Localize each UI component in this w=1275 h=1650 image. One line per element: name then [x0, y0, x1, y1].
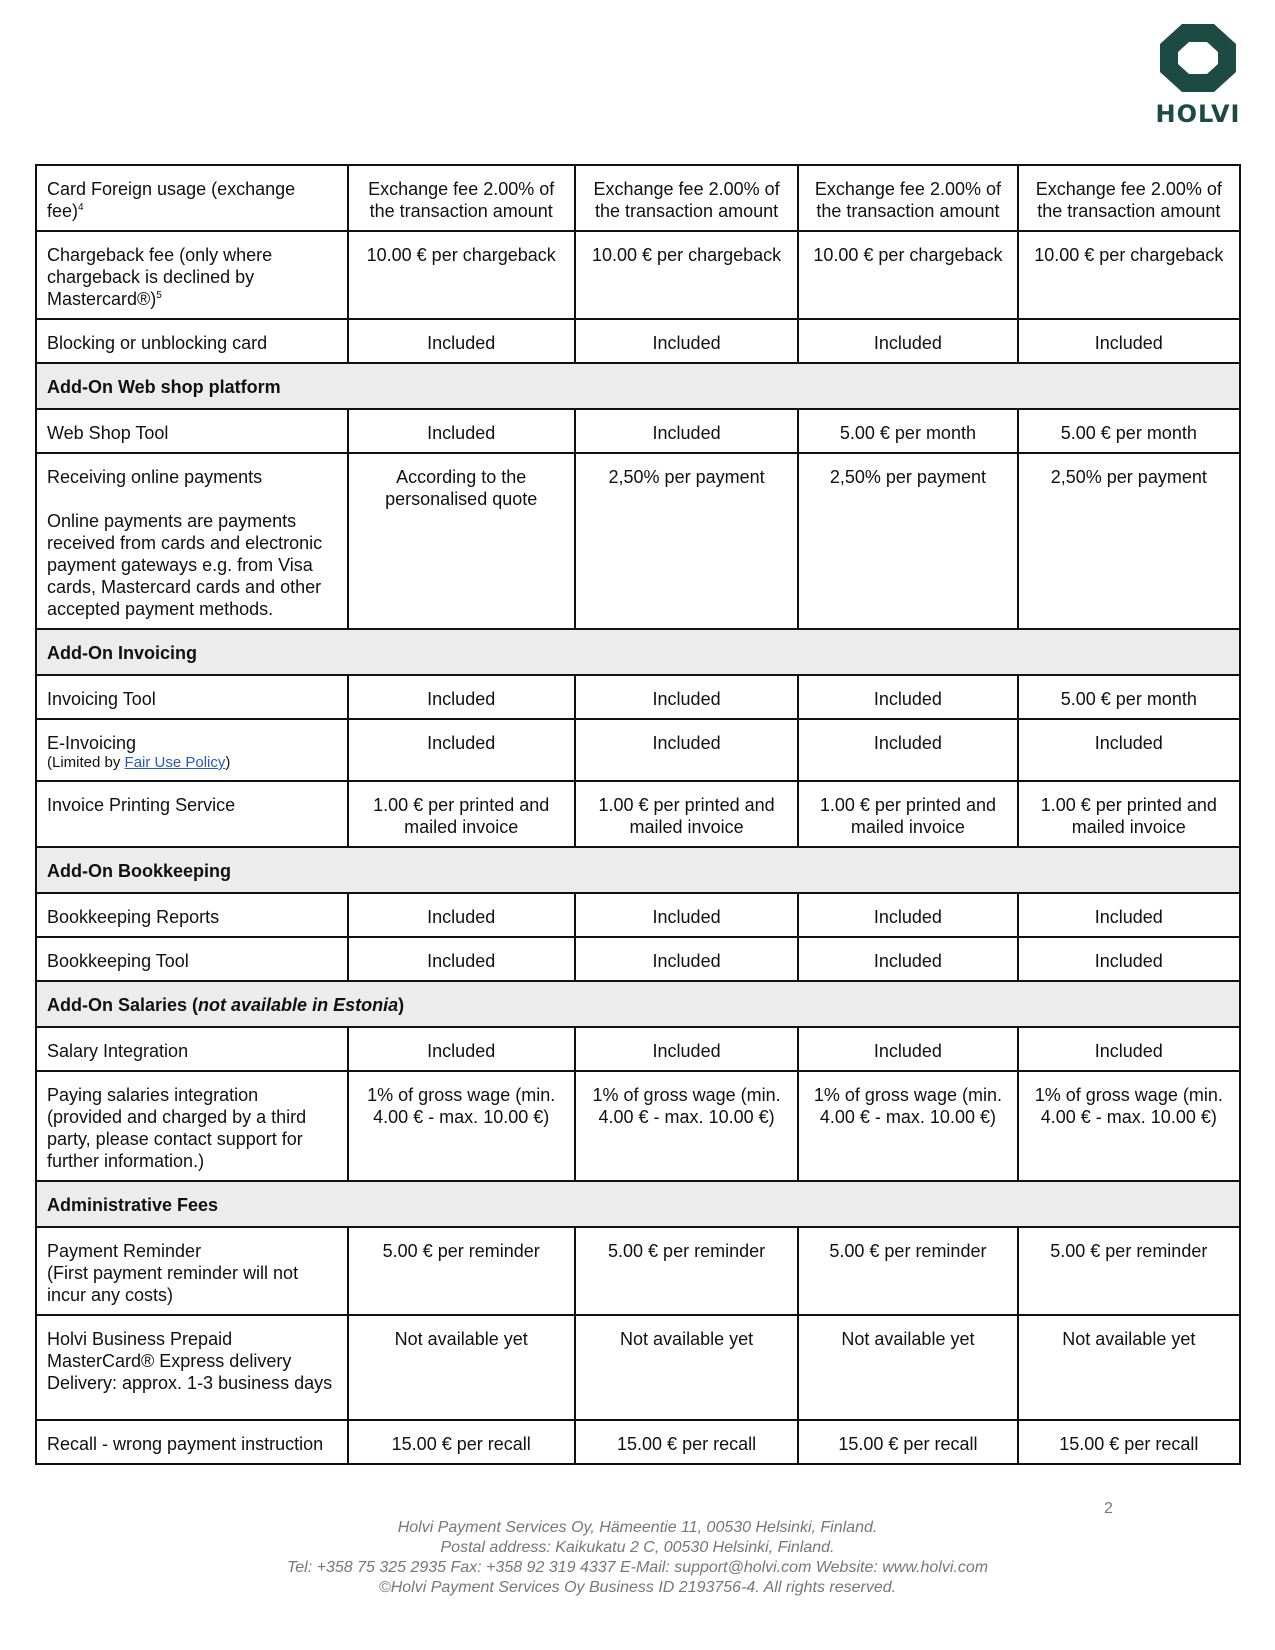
fee-cell: 1% of gross wage (min. 4.00 € - max. 10.00 €) — [348, 1071, 575, 1181]
table-row — [36, 937, 1240, 981]
logo-wordmark: HOLVI — [1155, 100, 1241, 128]
fee-cell: 5.00 € per month — [1018, 675, 1240, 719]
fee-cell: 1.00 € per printed and mailed invoice — [1018, 781, 1240, 847]
fee-cell: 10.00 € per chargeback — [1018, 231, 1240, 319]
footer-postal-address: Postal address: Kaikukatu 2 C, 00530 Helsinki, Finland. — [440, 1539, 835, 1556]
row-description: Online payments are payments received from cards and electronic payment gateways e.g. from Visa cards, Mastercard cards and other accepted payment methods. — [47, 511, 323, 619]
row-label: Recall - wrong payment instruction — [36, 1420, 348, 1464]
fee-cell: 15.00 € per recall — [1018, 1420, 1240, 1464]
fee-cell: Included — [798, 1027, 1017, 1071]
fee-cell: 2,50% per payment — [575, 453, 798, 629]
row-label: Card Foreign usage (exchange fee)$^4$ — [36, 165, 348, 231]
table-row — [36, 675, 1240, 719]
row-label: Paying salaries integration (provided and charged by a third party, please contact support for further information.) — [36, 1071, 348, 1181]
fee-cell: Included — [575, 409, 798, 453]
fee-cell: 15.00 € per recall — [798, 1420, 1017, 1464]
fee-cell: 5.00 € per reminder — [798, 1227, 1017, 1315]
fee-cell: Included — [798, 937, 1017, 981]
fee-cell: 1.00 € per printed and mailed invoice — [348, 781, 575, 847]
fee-cell: 15.00 € per recall — [575, 1420, 798, 1464]
fee-cell: 1.00 € per printed and mailed invoice — [798, 781, 1017, 847]
fee-cell: 5.00 € per month — [1018, 409, 1240, 453]
fee-cell: Included — [798, 719, 1017, 781]
section-header — [36, 1181, 1240, 1227]
fee-cell: 2,50% per payment — [798, 453, 1017, 629]
fee-cell: Included — [575, 675, 798, 719]
fee-cell: Exchange fee 2.00% of the transaction amount — [348, 165, 575, 231]
fee-cell: Included — [348, 1027, 575, 1071]
table-row — [36, 719, 1240, 781]
footer — [0, 1518, 1275, 1598]
row-label: Bookkeeping Reports — [36, 893, 348, 937]
fee-cell: 10.00 € per chargeback — [348, 231, 575, 319]
section-title: Add-On Salaries (not available in Estonia) — [36, 981, 1240, 1027]
section-header — [36, 629, 1240, 675]
fee-cell: Included — [575, 319, 798, 363]
row-label: Web Shop Tool — [36, 409, 348, 453]
row-label: Invoicing Tool — [36, 675, 348, 719]
fee-cell: Not available yet — [575, 1315, 798, 1420]
fee-cell: 1.00 € per printed and mailed invoice — [575, 781, 798, 847]
row-label: Blocking or unblocking card — [36, 319, 348, 363]
fee-cell: Included — [1018, 319, 1240, 363]
holvi-logo — [1140, 22, 1256, 132]
fee-cell: Included — [1018, 893, 1240, 937]
section-header — [36, 363, 1240, 409]
row-label: Receiving online payments Online payments are payments received from cards and electronic payment gateways e.g. from Visa cards, Mastercard cards and other accepted payment methods. — [36, 453, 348, 629]
table-row — [36, 409, 1240, 453]
fee-cell: 15.00 € per recall — [348, 1420, 575, 1464]
section-title: Administrative Fees — [36, 1181, 1240, 1227]
fee-cell: Included — [575, 1027, 798, 1071]
fee-cell: Included — [575, 893, 798, 937]
fee-cell: Not available yet — [1018, 1315, 1240, 1420]
footer-address: Holvi Payment Services Oy, Hämeentie 11, 00530 Helsinki, Finland. — [397, 1519, 878, 1536]
fee-cell: 1% of gross wage (min. 4.00 € - max. 10.00 €) — [1018, 1071, 1240, 1181]
table-row — [36, 781, 1240, 847]
fee-cell: Included — [575, 719, 798, 781]
section-title: Add-On Web shop platform — [36, 363, 1240, 409]
table-row — [36, 1315, 1240, 1420]
fee-cell: 5.00 € per month — [798, 409, 1017, 453]
fee-cell: Included — [348, 319, 575, 363]
fee-cell: According to the personalised quote — [348, 453, 575, 629]
footer-contact: Tel: +358 75 325 2935 Fax: +358 92 319 4337 E-Mail: support@holvi.com Website: www.holvi.com — [286, 1559, 989, 1576]
table-row — [36, 453, 1240, 629]
row-label: Chargeback fee (only where chargeback is declined by Mastercard®)$^5$ — [36, 231, 348, 319]
fee-cell: Included — [1018, 937, 1240, 981]
table-row — [36, 1071, 1240, 1181]
fee-cell: Included — [348, 719, 575, 781]
fee-cell: 5.00 € per reminder — [1018, 1227, 1240, 1315]
fee-cell: Included — [348, 409, 575, 453]
section-title: Add-On Invoicing — [36, 629, 1240, 675]
table-row — [36, 319, 1240, 363]
fee-cell: 1% of gross wage (min. 4.00 € - max. 10.00 €) — [575, 1071, 798, 1181]
fee-cell: Included — [348, 893, 575, 937]
row-label: Salary Integration — [36, 1027, 348, 1071]
table-row — [36, 165, 1240, 231]
fee-cell: Included — [798, 319, 1017, 363]
row-label: Holvi Business Prepaid MasterCard® Express delivery Delivery: approx. 1-3 business days — [36, 1315, 348, 1420]
table-row — [36, 1027, 1240, 1071]
fee-cell: Exchange fee 2.00% of the transaction amount — [1018, 165, 1240, 231]
fee-cell: Included — [798, 675, 1017, 719]
fee-cell: 2,50% per payment — [1018, 453, 1240, 629]
fee-cell: 10.00 € per chargeback — [798, 231, 1017, 319]
section-title: Add-On Bookkeeping — [36, 847, 1240, 893]
section-header — [36, 981, 1240, 1027]
fee-cell: Included — [1018, 1027, 1240, 1071]
page-number: 2 — [1104, 1500, 1113, 1517]
row-label: Invoice Printing Service — [36, 781, 348, 847]
table-row — [36, 1227, 1240, 1315]
row-label: Payment Reminder (First payment reminder will not incur any costs) — [36, 1227, 348, 1315]
table-row — [36, 231, 1240, 319]
fee-cell: Not available yet — [798, 1315, 1017, 1420]
fee-cell: Included — [1018, 719, 1240, 781]
footer-copyright: ©Holvi Payment Services Oy Business ID 2193756-4. All rights reserved. — [378, 1579, 897, 1596]
fees-table — [35, 164, 1241, 1465]
row-label: E-Invoicing (Limited by Fair Use Policy) — [36, 719, 348, 781]
fee-cell: Exchange fee 2.00% of the transaction amount — [798, 165, 1017, 231]
row-label: Bookkeeping Tool — [36, 937, 348, 981]
table-row — [36, 893, 1240, 937]
fee-cell: Included — [348, 675, 575, 719]
fee-cell: Exchange fee 2.00% of the transaction amount — [575, 165, 798, 231]
fee-cell: Included — [575, 937, 798, 981]
fee-cell: 5.00 € per reminder — [575, 1227, 798, 1315]
fee-cell: 1% of gross wage (min. 4.00 € - max. 10.00 €) — [798, 1071, 1017, 1181]
octagon-ring-icon — [1158, 22, 1238, 94]
fair-use-policy-link[interactable]: Fair Use Policy — [124, 754, 226, 771]
table-row — [36, 1420, 1240, 1464]
section-header — [36, 847, 1240, 893]
fee-cell: 5.00 € per reminder — [348, 1227, 575, 1315]
fee-cell: Not available yet — [348, 1315, 575, 1420]
fee-cell: 10.00 € per chargeback — [575, 231, 798, 319]
fee-cell: Included — [798, 893, 1017, 937]
fee-cell: Included — [348, 937, 575, 981]
